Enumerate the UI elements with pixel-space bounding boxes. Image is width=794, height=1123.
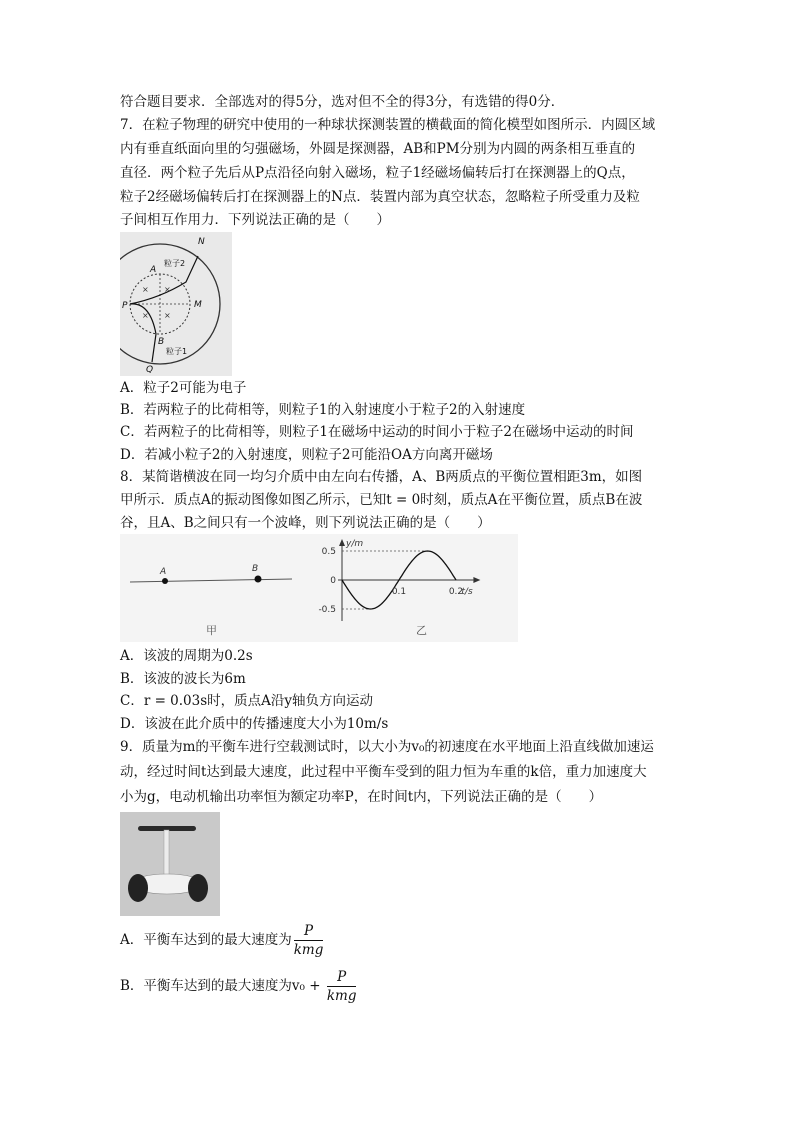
q9-option-a[interactable]	[120, 922, 325, 959]
label-Q: Q	[146, 365, 154, 375]
q7-option-c[interactable]: C．若两粒子的比荷相等，则粒子1在磁场中运动的时间小于粒子2在磁场中运动的时间	[120, 424, 634, 440]
fraction-denominator: kmg	[293, 942, 324, 958]
fraction-denominator: kmg	[326, 988, 357, 1004]
point-A	[162, 578, 168, 584]
left-wheel	[128, 874, 148, 902]
q8-option-a[interactable]: A．该波的周期为0.2s	[120, 648, 253, 664]
label-particle-1: 粒子1	[166, 347, 188, 356]
balance-scooter-photo	[120, 812, 220, 916]
q8-line-2: 甲所示．质点A的振动图像如图乙所示，已知t = 0时刻，质点A在平衡位置，质点B在波	[120, 492, 643, 508]
q7-detector-figure	[120, 232, 232, 376]
point-B	[255, 576, 262, 583]
q7-option-a[interactable]: A．粒子2可能为电子	[120, 380, 247, 396]
label-particle-2: 粒子2	[164, 259, 186, 268]
x-tick-label: 0.2	[448, 587, 464, 597]
caption-jia: 甲	[206, 624, 217, 637]
fraction-P-over-kmg	[294, 922, 324, 959]
label-A: A	[150, 265, 157, 275]
q8-line-1: 8．某简谐横波在同一均匀介质中由左向右传播，A、B两质点的平衡位置相距3m，如图	[120, 469, 643, 485]
x-tick-label: 0.1	[391, 587, 407, 597]
field-cross-mark: ×	[164, 285, 171, 294]
q8-figures	[120, 534, 518, 642]
label-P: P	[122, 301, 128, 311]
steering-column	[164, 830, 169, 878]
y-tick-label: 0	[330, 576, 336, 586]
q7-line-3: 直径．两个粒子先后从P点沿径向射入磁场，粒子1经磁场偏转后打在探测器上的Q点，	[120, 165, 635, 181]
y-tick-label: 0.5	[321, 547, 336, 557]
y-axis-label: y/m	[346, 539, 364, 549]
instruction-text: 符合题目要求．全部选对的得5分，选对但不全的得3分，有选错的得0分．	[120, 94, 565, 110]
fraction-P-over-kmg	[327, 968, 357, 1005]
field-cross-mark: ×	[142, 285, 149, 294]
fraction-numerator: P	[294, 922, 324, 941]
label-B: B	[252, 564, 259, 574]
q8-option-b[interactable]: B．该波的波长为6m	[120, 671, 246, 687]
q7-option-d[interactable]: D．若减小粒子2的入射速度，则粒子2可能沿OA方向离开磁场	[120, 447, 493, 463]
label-A: A	[160, 567, 167, 577]
x-axis-label: t/s	[461, 587, 473, 597]
q7-line-5: 子间相互作用力．下列说法正确的是（ ）	[120, 212, 390, 228]
fraction-numerator: P	[327, 968, 357, 987]
y-tick-label: -0.5	[318, 605, 336, 615]
field-cross-mark: ×	[164, 311, 171, 320]
q8-option-d[interactable]: D．该波在此介质中的传播速度大小为10m/s	[120, 716, 389, 732]
q9-line-3: 小为g，电动机输出功率恒为额定功率P，在时间t内，下列说法正确的是（ ）	[120, 789, 603, 805]
right-wheel	[188, 874, 208, 902]
label-N: N	[198, 237, 205, 247]
caption-yi: 乙	[416, 624, 427, 637]
q8-line-3: 谷，且A、B之间只有一个波峰，则下列说法正确的是（ ）	[120, 515, 491, 531]
field-cross-mark: ×	[142, 311, 149, 320]
label-M: M	[194, 300, 202, 310]
q9-line-1: 9．质量为m的平衡车进行空载测试时，以大小为v₀的初速度在水平地面上沿直线做加速运	[120, 739, 654, 755]
q9-option-a-text: A．平衡车达到的最大速度为	[120, 932, 292, 948]
q7-line-2: 内有垂直纸面向里的匀强磁场，外圆是探测器，AB和PM分别为内圆的两条相互垂直的	[120, 141, 636, 157]
q9-line-2: 动，经过时间t达到最大速度，此过程中平衡车受到的阻力恒为车重的k倍，重力加速度大	[120, 764, 647, 780]
q7-line-1: 7．在粒子物理的研究中使用的一种球状探测装置的横截面的简化模型如图所示．内圆区域	[120, 117, 656, 133]
q7-line-4: 粒子2经磁场偏转后打在探测器上的N点．装置内部为真空状态，忽略粒子所受重力及粒	[120, 189, 640, 205]
label-B: B	[158, 337, 165, 347]
q7-option-b[interactable]: B．若两粒子的比荷相等，则粒子1的入射速度小于粒子2的入射速度	[120, 402, 526, 418]
q9-option-b[interactable]	[120, 968, 358, 1005]
q8-option-c[interactable]: C．r = 0.03s时，质点A沿y轴负方向运动	[120, 693, 374, 709]
q9-option-b-text: B．平衡车达到的最大速度为v₀ +	[120, 978, 325, 994]
